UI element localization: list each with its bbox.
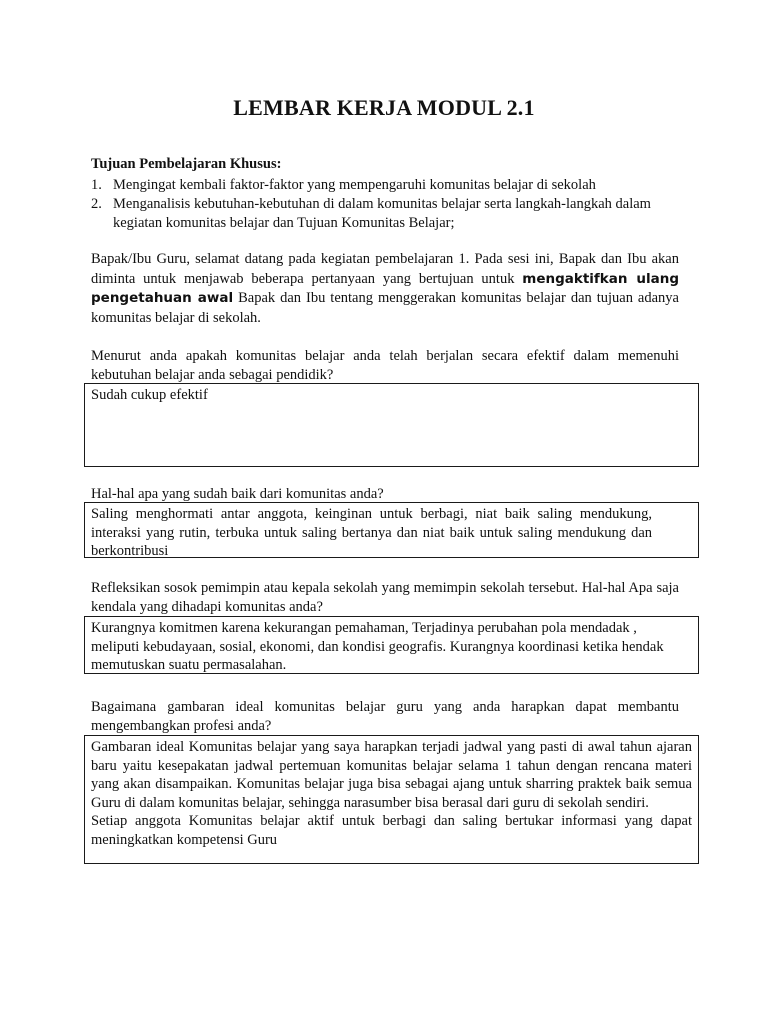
list-item-text: Menganalisis kebutuhan-kebutuhan di dalam komunitas belajar serta langkah-langkah dalam kegiatan komunitas belajar dan Tujuan Komunitas Belajar;: [113, 196, 651, 231]
intro-text: Bapak dan Ibu tentang menggerakan komunitas belajar dan tujuan adanya komunitas belajar di sekolah.: [91, 290, 679, 326]
answer-box-4[interactable]: [84, 735, 699, 864]
answer-text: Setiap anggota Komunitas belajar aktif untuk berbagi dan saling bertukar informasi yang dapat meningkatkan kompetensi Guru: [91, 813, 692, 848]
question-2: Hal-hal apa yang sudah baik dari komunitas anda?: [91, 486, 384, 502]
list-item: [91, 176, 681, 195]
question-1: Menurut anda apakah komunitas belajar anda telah berjalan secara efektif dalam memenuhi kebutuhan belajar anda sebagai pendidik?: [91, 348, 679, 383]
objectives-list: [91, 176, 681, 233]
list-item-text: Mengingat kembali faktor-faktor yang mempengaruhi komunitas belajar di sekolah: [113, 177, 596, 193]
list-item: [91, 195, 681, 233]
answer-text: Kurangnya komitmen karena kekurangan pemahaman, Terjadinya perubahan pola mendadak , meliputi kebudayaan, sosial, ekonomi, dan kondisi geografis. Kurangnya koordinasi ketika hendak memutuskan suatu permasalahan.: [91, 620, 664, 673]
answer-box-2[interactable]: [84, 502, 699, 558]
answer-text: Saling menghormati antar anggota, keinginan untuk berbagi, niat baik saling mendukung, interaksi yang rutin, terbuka untuk saling bertanya dan niat baik untuk saling mendukung dan berkontribusi: [91, 506, 652, 559]
intro-text: Bapak/Ibu Guru, selamat datang pada kegiatan pembelajaran 1. Pada sesi ini, Bapak dan Ibu akan diminta untuk menjawab beberapa pertanyaan yang bertujuan untuk: [91, 251, 679, 287]
intro-paragraph: [91, 250, 679, 328]
answer-text: Sudah cukup efektif: [91, 387, 208, 403]
question-4: Bagaimana gambaran ideal komunitas belajar guru yang anda harapkan dapat membantu mengembangkan profesi anda?: [91, 699, 679, 734]
answer-box-1[interactable]: [84, 383, 699, 467]
question-3: Refleksikan sosok pemimpin atau kepala sekolah yang memimpin sekolah tersebut. Hal-hal Apa saja kendala yang dihadapi komunitas anda?: [91, 580, 679, 615]
intro-emphasis: mengaktifkan ulang pengetahuan awal: [91, 270, 680, 306]
answer-box-3[interactable]: [84, 616, 699, 674]
list-item-number: 1.: [91, 177, 102, 193]
objectives-heading: Tujuan Pembelajaran Khusus:: [91, 156, 282, 172]
page-title: LEMBAR KERJA MODUL 2.1: [233, 95, 535, 120]
list-item-number: 2.: [91, 196, 102, 212]
answer-text: Gambaran ideal Komunitas belajar yang saya harapkan terjadi jadwal yang pasti di awal tahun ajaran baru yaitu kesepakatan jadwal pertemuan komunitas belajar selama 1 tahun dengan rencana materi yang akan disampaikan. Komunitas belajar juga bisa sebagai ajang untuk sharring praktek baik semua Guru di dalam komunitas belajar, sehingga narasumber bisa berasal dari guru di sekolah sendiri.: [91, 739, 692, 811]
